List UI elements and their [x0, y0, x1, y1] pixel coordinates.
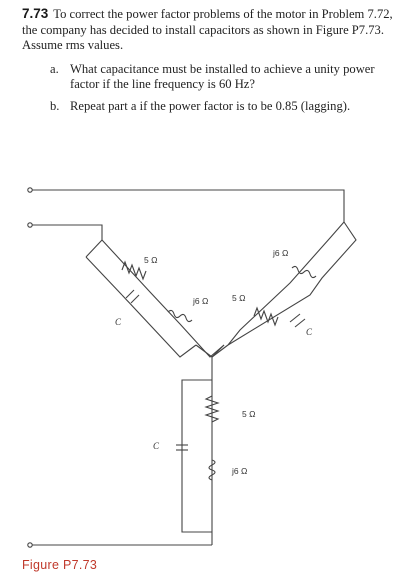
part-b-text: Repeat part a if the power factor is to be 0.85 (lagging).: [70, 98, 351, 113]
left-capacitor-label: C: [115, 317, 122, 327]
bottom-wire: [28, 543, 212, 547]
middle-wire: [28, 223, 102, 240]
part-a-text: What capacitance must be installed to achieve a unity power factor if the line frequency is 60 Hz?: [70, 61, 375, 91]
left-resistor-symbol: [122, 262, 146, 279]
right-capacitor-symbol: [290, 314, 305, 327]
top-wire: [28, 188, 344, 222]
left-inductor-symbol: [168, 310, 192, 321]
right-branch: [212, 222, 356, 357]
part-a-letter: a.: [50, 61, 59, 76]
right-resistor-label: 5 Ω: [232, 293, 246, 303]
left-resistor-label: 5 Ω: [144, 255, 158, 265]
bottom-inductor-label: j6 Ω: [232, 466, 248, 476]
center-node: [196, 345, 224, 380]
bottom-capacitor-label: C: [153, 441, 160, 451]
problem-text: To correct the power factor problems of the motor in Problem 7.72, the company has decided to install capacitors as shown in Figure P7.73. Assume rms values.: [22, 7, 393, 52]
right-inductor-label: j6 Ω: [273, 248, 289, 258]
part-b-letter: b.: [50, 98, 60, 113]
right-capacitor-label: C: [306, 327, 313, 337]
problem-number: 7.73: [22, 6, 49, 21]
left-inductor-label: j6 Ω: [193, 296, 209, 306]
bottom-resistor-label: 5 Ω: [242, 409, 256, 419]
figure-caption: Figure P7.73: [22, 558, 98, 572]
bottom-branch: [182, 380, 212, 545]
